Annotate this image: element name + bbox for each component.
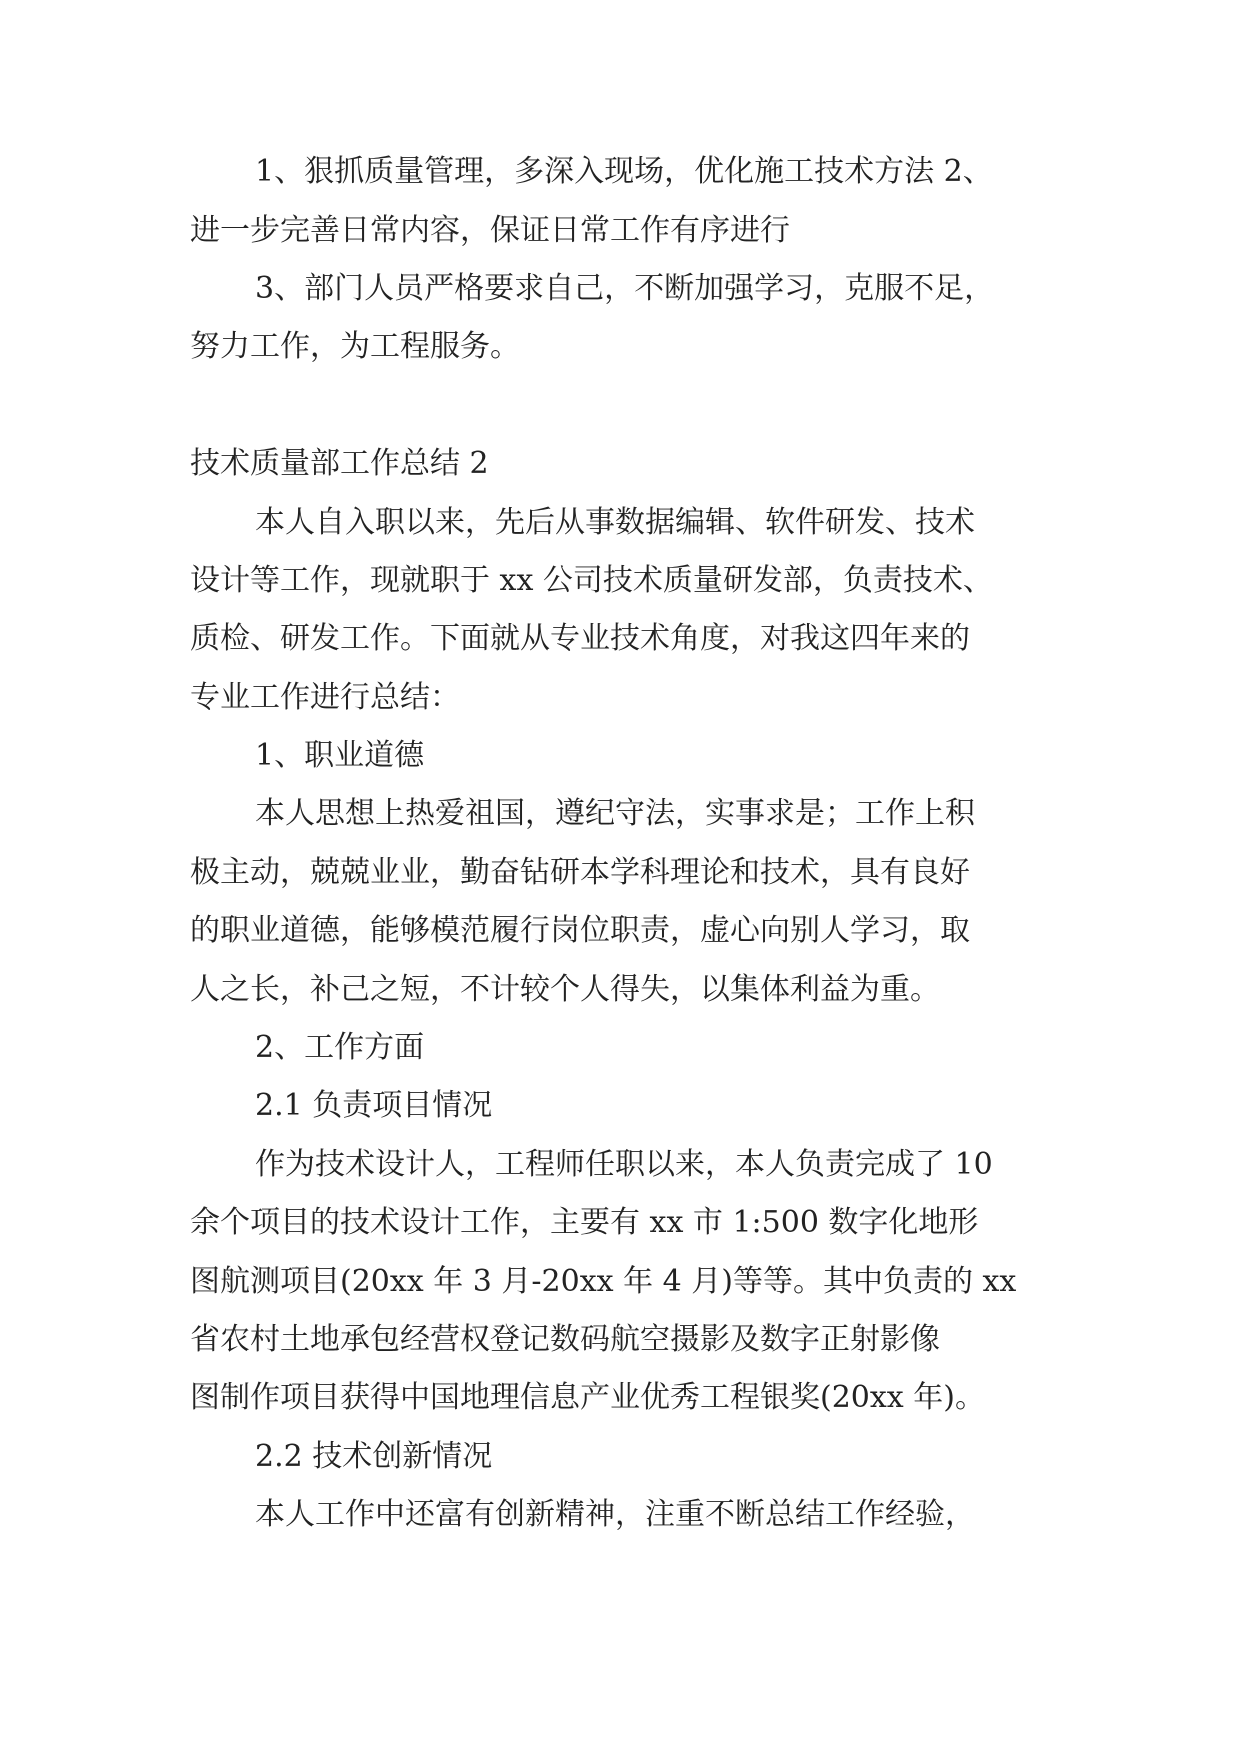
paragraph-line: 余个项目的技术设计工作，主要有 xx 市 1:500 数字化地形 bbox=[190, 1205, 979, 1240]
paragraph-line: 图制作项目获得中国地理信息产业优秀工程银奖(20xx 年)。 bbox=[190, 1380, 985, 1415]
paragraph-line: 人之长，补己之短，不计较个人得失，以集体利益为重。 bbox=[190, 972, 940, 1007]
subheading: 2.1 负责项目情况 bbox=[255, 1088, 493, 1123]
paragraph-line: 的职业道德，能够模范履行岗位职责，虚心向别人学习，取 bbox=[190, 913, 970, 948]
paragraph-line: 努力工作，为工程服务。 bbox=[190, 329, 520, 364]
subheading: 1、职业道德 bbox=[255, 738, 425, 773]
paragraph-line: 图航测项目(20xx 年 3 月-20xx 年 4 月)等等。其中负责的 xx bbox=[190, 1264, 1017, 1299]
section-heading: 技术质量部工作总结 2 bbox=[190, 446, 489, 481]
paragraph-line: 设计等工作，现就职于 xx 公司技术质量研发部，负责技术、 bbox=[190, 563, 993, 598]
subheading: 2.2 技术创新情况 bbox=[255, 1439, 493, 1474]
paragraph-line: 进一步完善日常内容，保证日常工作有序进行 bbox=[190, 213, 790, 248]
paragraph-line: 本人思想上热爱祖国，遵纪守法，实事求是；工作上积 bbox=[255, 796, 975, 831]
paragraph-line: 1、狠抓质量管理，多深入现场，优化施工技术方法 2、 bbox=[255, 154, 993, 189]
paragraph-line: 省农村土地承包经营权登记数码航空摄影及数字正射影像 bbox=[190, 1322, 940, 1357]
paragraph-line: 本人自入职以来，先后从事数据编辑、软件研发、技术 bbox=[255, 505, 975, 540]
paragraph-line: 本人工作中还富有创新精神，注重不断总结工作经验， bbox=[255, 1497, 975, 1532]
paragraph-line: 3、部门人员严格要求自己，不断加强学习，克服不足， bbox=[255, 271, 995, 306]
paragraph-line: 专业工作进行总结： bbox=[190, 680, 460, 715]
subheading: 2、工作方面 bbox=[255, 1030, 425, 1065]
paragraph-line: 作为技术设计人，工程师任职以来，本人负责完成了 10 bbox=[255, 1147, 993, 1182]
paragraph-line: 极主动，兢兢业业，勤奋钻研本学科理论和技术，具有良好 bbox=[190, 855, 970, 890]
paragraph-line: 质检、研发工作。下面就从专业技术角度，对我这四年来的 bbox=[190, 621, 970, 656]
